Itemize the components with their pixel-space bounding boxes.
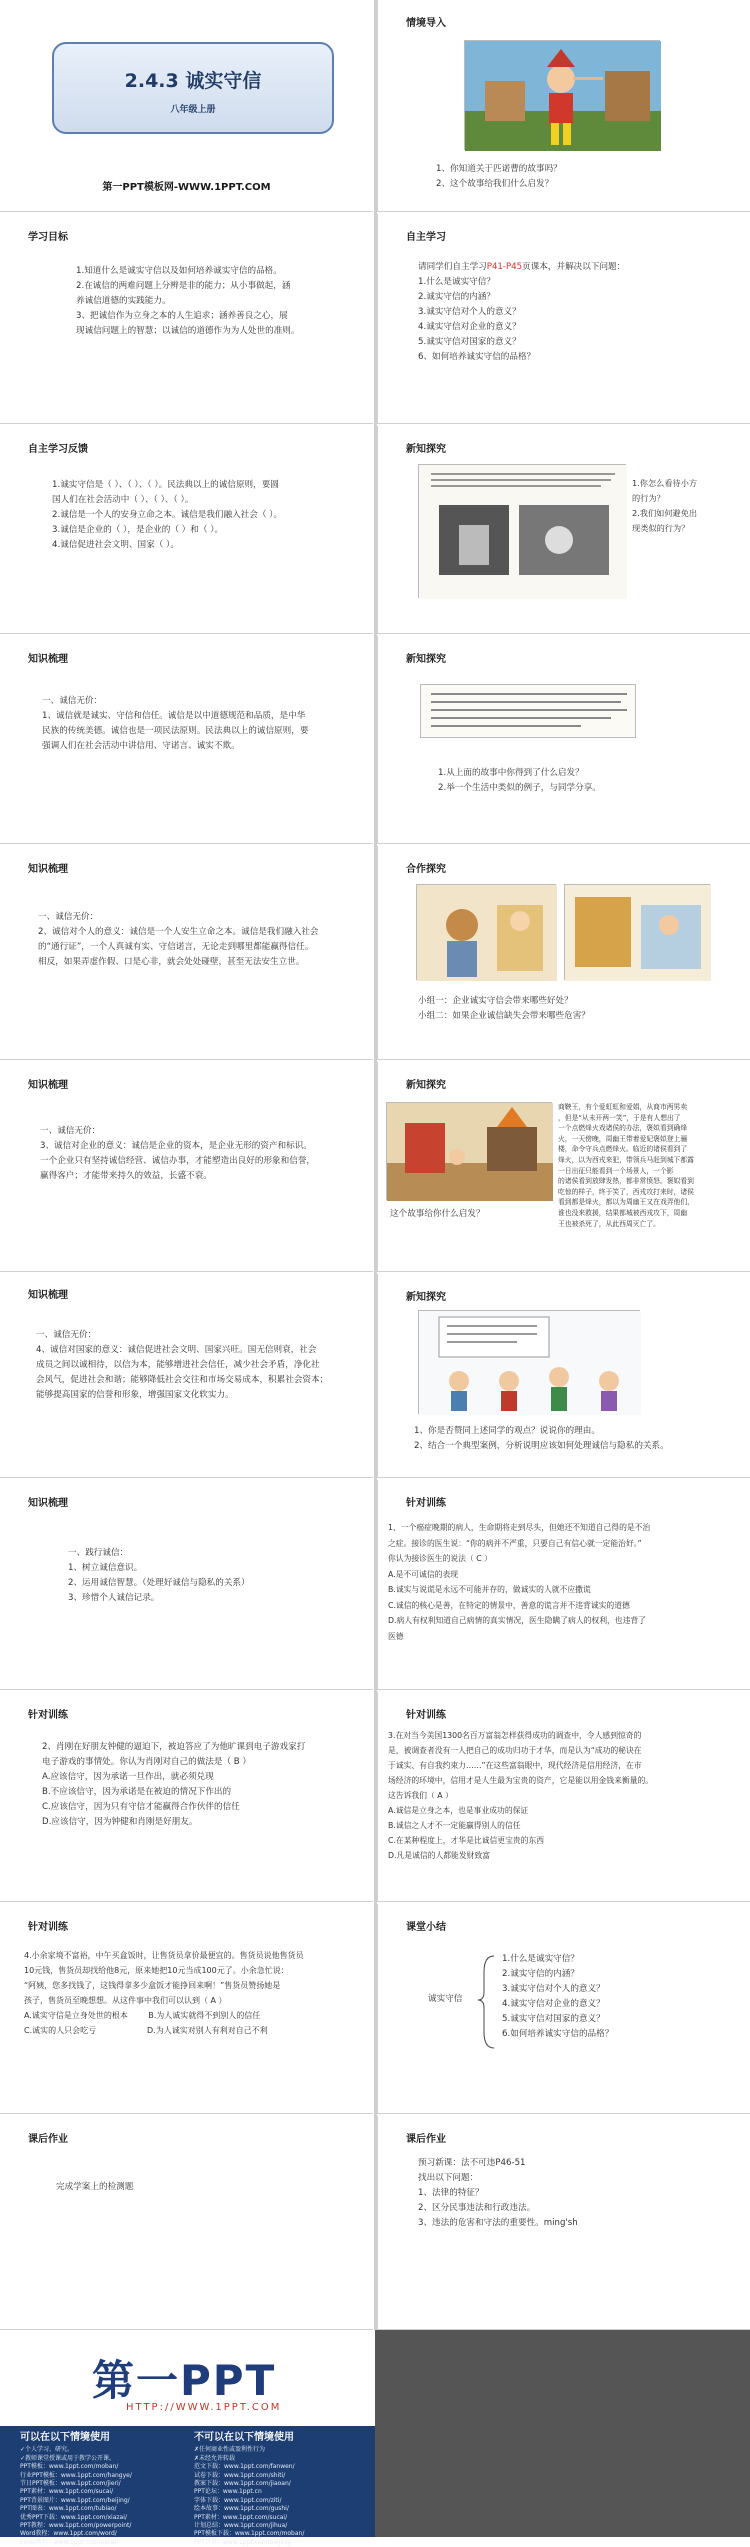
usage-forbidden-title: 不可以在以下情境使用 xyxy=(194,2432,294,2443)
resource-link[interactable]: 绘本故事：www.1ppt.com/gushi/ xyxy=(194,2505,289,2513)
objective-line: 1.知道什么是诚实守信以及如何培养诚实守信的品格。 xyxy=(76,266,282,276)
knowledge-line: 赢得客户；才能带来持久的效益，长盛不衰。 xyxy=(40,1171,212,1181)
feedback-line: 3.诚信是企业的（ ），是企业的（ ）和（ ）。 xyxy=(52,525,224,535)
slide-11 xyxy=(0,1062,373,1272)
exercise-line: 场经济的环境中，信用才是人生最为宝贵的资产，它是能以用金钱来衡量的。 xyxy=(388,1776,654,1785)
question-line: 1.从上面的故事中你得到了什么启发？ xyxy=(438,768,584,778)
intro-text: 页课本，并解决以下问题： xyxy=(522,262,626,272)
story-line: 商鞅王，有个爱虹虹和爱娟，从商市两男卖 xyxy=(558,1103,688,1111)
resource-link[interactable]: PPT素材：www.1ppt.com/sucai/ xyxy=(194,2513,288,2521)
slide-8 xyxy=(377,636,750,844)
question-line: 1.你怎么看待小方 xyxy=(632,478,698,488)
resource-link[interactable]: PPT论坛：www.1ppt.cn xyxy=(194,2488,262,2496)
story-text xyxy=(558,1102,694,1229)
slide-title: 课后作业 xyxy=(406,2134,446,2145)
usage-allowed-item: ✓教师课堂授课或用于教学公开课。 xyxy=(20,2454,116,2462)
knowledge-list xyxy=(38,910,318,970)
slide-19 xyxy=(0,1904,373,2114)
resource-link[interactable]: 试卷下载：www.1ppt.com/shiti/ xyxy=(194,2471,286,2479)
slide-5 xyxy=(0,426,373,634)
summary-list xyxy=(502,1952,613,2042)
cartoon-right-image xyxy=(564,884,710,980)
slide-title: 针对训练 xyxy=(406,1498,446,1509)
slide-title: 情境导入 xyxy=(406,18,446,29)
question-list xyxy=(438,766,601,796)
story-line: 一个点燃烽火戏诸侯的办法，褒姒看到确烽 xyxy=(558,1124,688,1133)
option-row xyxy=(24,2023,304,2038)
exercise-line: “阿姨，您多找钱了，这钱得拿多少盒饭才能挣回来啊！”售货员赞扬她是 xyxy=(24,1981,281,1990)
cover-subtitle: 八年级上册 xyxy=(170,105,216,115)
slide-title: 新知探究 xyxy=(406,1292,446,1303)
practice-line: 一、践行诚信： xyxy=(68,1548,129,1558)
slide-2 xyxy=(377,0,750,212)
question-line: 6、如何培养诚实守信的品格？ xyxy=(418,352,536,362)
feedback-line: 国人们在社会活动中（ ）、（ ）、（ ）。 xyxy=(52,495,194,505)
knowledge-line: 一、诚信无价： xyxy=(40,1126,101,1136)
option-row xyxy=(24,2008,304,2023)
slide-title: 知识梳理 xyxy=(28,1498,68,1509)
resource-link[interactable]: 范文下载：www.1ppt.com/fanwen/ xyxy=(194,2463,295,2471)
question-line: 2.举一个生活中类似的例子，与同学分享。 xyxy=(438,783,601,793)
exercise-line: 这告诉我们（ A ） xyxy=(388,1791,453,1800)
practice-line: 2、运用诚信智慧。（处理好诚信与隐私的关系） xyxy=(68,1578,250,1588)
question-line: 5.诚实守信对国家的意义？ xyxy=(418,337,521,347)
resource-link[interactable]: PPT教程：www.1ppt.com/powerpoint/ xyxy=(20,2522,132,2530)
footer-blank-panel xyxy=(375,2330,750,2537)
feedback-list xyxy=(52,478,282,553)
slide-13 xyxy=(0,1274,373,1478)
story-line: 吃惊的样子，终于笑了，西戎攻打来时，诸侯 xyxy=(558,1187,694,1196)
exercise-text xyxy=(388,1520,650,1644)
homework-line: 1、法律的特征？ xyxy=(418,2188,484,2198)
homework-line: 预习新课：法不可违P46-51 xyxy=(418,2158,526,2168)
story-line: 烽火，以为西戎来犯，带领兵马赶到城下都露 xyxy=(558,1155,694,1164)
slide-4 xyxy=(377,214,750,424)
exercise-line: 3.在对当今美国1300名百万富翁怎样获得成功的调查中，令人感到惊奇的 xyxy=(388,1731,642,1740)
exercise-line: 于诚实、有自我约束力……”在这些富翁眼中，现代经济是信用经济，在市 xyxy=(388,1761,642,1770)
homework-line: 2、区分民事违法和行政违法。 xyxy=(418,2203,536,2213)
homework-line: 3、违法的危害和守法的重要性。ming'sh xyxy=(418,2218,578,2228)
exercise-text xyxy=(24,1948,304,2038)
brand-logo: 第一PPT xyxy=(92,2356,277,2405)
story-line: 楼，命令守兵点燃烽火。临近的诸侯看到了 xyxy=(558,1145,688,1154)
slide-title: 针对训练 xyxy=(28,1710,68,1721)
slide-cover xyxy=(0,0,373,212)
exercise-line: D.病人有权利知道自己病情的真实情况，医生隐瞒了病人的权利，也违背了 xyxy=(388,1616,646,1625)
question-line: 2、结合一个典型案例，分析说明应该如何处理诚信与隐私的关系。 xyxy=(414,1441,669,1451)
objective-line: 现诚信问题上的智慧；以诚信的道德作为为人处世的准则。 xyxy=(76,326,300,336)
story-line: 的诸侯看到放肆发热，都非常愤怒。褒姒看到 xyxy=(558,1177,694,1186)
feedback-line: 2.诚信是一个人的安身立命之本。诚信是我们融入社会（ ）。 xyxy=(52,510,283,520)
exercise-line: B.诚信之人才不一定能赢得别人的信任 xyxy=(388,1821,521,1830)
exercise-line: 电子游戏的事情处。你认为肖刚对自己的做法是（ B ） xyxy=(42,1757,252,1767)
usage-allowed-title: 可以在以下情境使用 xyxy=(20,2432,110,2443)
usage-info-band xyxy=(0,2426,375,2546)
slide-16 xyxy=(377,1480,750,1690)
classroom-cartoon-image xyxy=(418,1310,640,1414)
pinocchio-image xyxy=(464,40,660,150)
exercise-line: 1、一个癌症晚期的病人，生命期将走到尽头，但她还不知道自己得的是不治 xyxy=(388,1523,651,1532)
slide-15 xyxy=(0,1480,373,1690)
slide-18 xyxy=(377,1692,750,1902)
slide-6 xyxy=(377,426,750,634)
question-line: 1、你是否赞同上述同学的观点？说说你的理由。 xyxy=(414,1426,600,1436)
summary-center-label: 诚实守信 xyxy=(428,1994,463,2004)
slide-9 xyxy=(0,846,373,1060)
exercise-text xyxy=(388,1728,653,1863)
footer xyxy=(0,2330,750,2546)
intro-text: 请同学们自主学习 xyxy=(418,262,487,272)
knowledge-line: 一、诚信无价： xyxy=(36,1330,97,1340)
question-line: 2、这个故事给我们什么启发？ xyxy=(436,179,554,189)
exercise-line: B.不应该信守，因为承诺是在被迫的情况下作出的 xyxy=(42,1787,232,1797)
knowledge-line: 1、诚信就是诚实、守信和信任。诚信是以中道德规范和品质，是中华 xyxy=(42,711,306,721)
usage-forbidden-item: ✗任何商业性或盈利性行为 xyxy=(194,2446,266,2454)
exercise-line: D.应该信守，因为钟健和肖刚是好朋友。 xyxy=(42,1817,198,1827)
slide-14 xyxy=(377,1274,750,1478)
slide-17 xyxy=(0,1692,373,1902)
slide-20 xyxy=(377,1904,750,2114)
self-study-intro xyxy=(418,260,625,275)
slide-title: 学习目标 xyxy=(28,232,68,243)
feedback-line: 4.诚信促进社会文明、国家（ ）。 xyxy=(52,540,179,550)
cartoon-image xyxy=(418,464,626,598)
exercise-line: 医德 xyxy=(388,1631,404,1641)
slide-title: 针对训练 xyxy=(406,1710,446,1721)
knowledge-line: 会风气，促进社会和谐；能够降低社会交往和市场交易成本，积累社会资本； xyxy=(36,1375,329,1385)
homework-list xyxy=(418,2156,578,2231)
slide-title: 知识梳理 xyxy=(28,1080,68,1091)
question-list xyxy=(436,162,562,192)
summary-line: 1.什么是诚实守信？ xyxy=(502,1954,579,1964)
exercise-text xyxy=(42,1740,305,1830)
slide-title: 新知探究 xyxy=(406,654,446,665)
exercise-line: 孩子，售货员至晚想想。从这件事中我们可以认到（ A ） xyxy=(24,1996,227,2005)
exercise-line: C.诚信的核心是善，在特定的情景中，善意的谎言并不违背诚实的道德 xyxy=(388,1600,630,1610)
homework-line: 找出以下问题： xyxy=(418,2173,479,2183)
story-line: 一日出征只能看到一个场景人，一个影 xyxy=(558,1166,674,1175)
question-line: 1.什么是诚实守信？ xyxy=(418,277,495,287)
story-line: 谁也没来救援，结果都城被西戎攻下，周幽 xyxy=(558,1208,688,1217)
knowledge-line: 能够提高国家的信誉和形象，增强国家文化软实力。 xyxy=(36,1390,234,1400)
slide-7 xyxy=(0,636,373,844)
resource-link[interactable]: PPT素材：www.1ppt.com/sucai/ xyxy=(20,2488,114,2496)
summary-line: 2.诚实守信的内涵？ xyxy=(502,1969,579,1979)
slide-title: 课后作业 xyxy=(28,2134,68,2145)
question-line: 现类似的行为？ xyxy=(632,523,690,533)
resource-link[interactable]: 计划总结：www.1ppt.com/jihua/ xyxy=(194,2522,288,2530)
slide-title: 合作探究 xyxy=(406,864,446,875)
practice-line: 1、树立诚信意识。 xyxy=(68,1563,143,1573)
resource-link[interactable]: 字体下载：www.1ppt.com/ziti/ xyxy=(194,2496,282,2504)
beacon-story-image xyxy=(386,1102,552,1200)
question-line: 2.我们如何避免出 xyxy=(632,508,698,518)
page-range: P41-P45 xyxy=(486,262,523,272)
knowledge-line: 2、诚信对个人的意义：诚信是一个人安生立命之本。诚信是我们融入社会 xyxy=(38,927,319,937)
knowledge-line: 4、诚信对国家的意义：诚信促进社会文明、国家兴旺。国无信则衰，社会 xyxy=(36,1345,317,1355)
slide-title: 新知探究 xyxy=(406,1080,446,1091)
slide-12 xyxy=(377,1062,750,1272)
resource-link[interactable]: 优秀PPT下载：www.1ppt.com/xiazai/ xyxy=(20,2513,127,2521)
knowledge-line: 的“通行证”，一个人真诚有实、守信诺言，无论走到哪里都能赢得信任。 xyxy=(38,942,314,952)
question-line: 小组一：企业诚实守信会带来哪些好处？ xyxy=(418,996,573,1006)
feedback-line: 1.诚实守信是（ ）、（ ）、（ ）。民法典以上的诚信原则，要圆 xyxy=(52,480,279,490)
question-line: 3.诚实守信对个人的意义？ xyxy=(418,307,521,317)
resource-link[interactable]: PPT图表：www.1ppt.com/tubiao/ xyxy=(20,2505,117,2513)
cover-site: 第一PPT模板网-WWW.1PPT.COM xyxy=(102,182,271,193)
practice-list xyxy=(68,1546,250,1606)
resource-link[interactable]: 教案下载：www.1ppt.com/jiaoan/ xyxy=(194,2480,291,2488)
resource-link[interactable]: PPT模板：www.1ppt.com/moban/ xyxy=(20,2463,119,2471)
knowledge-line: 一个企业只有坚持诚信经营、诚信办事，才能塑造出良好的形象和信誉， xyxy=(40,1156,316,1166)
story-line: 王也被杀死了，从此西周灭亡了。 xyxy=(558,1219,660,1228)
knowledge-line: 成员之间以诚相待，以信为本，能够增进社会信任，减少社会矛盾，净化社 xyxy=(36,1360,320,1370)
slide-title: 针对训练 xyxy=(28,1922,68,1933)
summary-bracket xyxy=(478,1952,498,2052)
slide-title: 自主学习反馈 xyxy=(28,444,88,455)
knowledge-line: 一、诚信无价： xyxy=(38,912,99,922)
exercise-line: 2、肖刚在好朋友钟健的逼迫下，被迫答应了为他旷课到电子游戏家打 xyxy=(42,1742,306,1752)
resource-link[interactable]: PPT背景图片：www.1ppt.com/beijing/ xyxy=(20,2496,130,2504)
option-c: C.诚实的人只会吃亏 xyxy=(24,2026,97,2035)
knowledge-list xyxy=(42,694,308,754)
exercise-line: C.应该信守，因为只有守信才能赢得合作伙伴的信任 xyxy=(42,1802,240,1812)
question-list xyxy=(632,476,697,536)
story-text-image xyxy=(420,684,636,738)
resource-link[interactable]: Word教程：www.1ppt.com/word/ xyxy=(20,2530,117,2538)
exercise-line: D.凡是诚信的人都能发财致富 xyxy=(388,1851,491,1860)
story-line: 看到都是烽火，都以为周幽王又在戏弄他们， xyxy=(558,1198,694,1207)
slide-title: 课堂小结 xyxy=(406,1922,446,1933)
exercise-line: 是，被调查者没有一人把自己的成功归功于才华，而是认为“成功的秘诀在 xyxy=(388,1746,642,1755)
knowledge-line: 民族的传统美德。诚信也是一项民法原则。民法典以上的诚信原则，要 xyxy=(42,726,309,736)
option-a: A.诚实守信是立身处世的根本 xyxy=(24,2011,128,2020)
usage-forbidden-column xyxy=(194,2434,369,2547)
knowledge-line: 强调人们在社会活动中讲信用、守诺言、诚实不欺。 xyxy=(42,741,240,751)
slide-22 xyxy=(377,2116,750,2330)
question-list xyxy=(418,994,590,1024)
knowledge-line: 一、诚信无价： xyxy=(42,696,103,706)
usage-allowed-item: ✓个人学习、研究。 xyxy=(20,2446,74,2454)
brand-url[interactable]: HTTP://WWW.1PPT.COM xyxy=(126,2402,282,2413)
question-list xyxy=(414,1424,669,1454)
cover-title-box xyxy=(52,42,334,134)
summary-line: 3.诚实守信对个人的意义？ xyxy=(502,1984,605,1994)
exercise-line: C.在某种程度上，才华是比诚信更宝贵的东西 xyxy=(388,1836,545,1845)
question-line: 1、你知道关于匹诺曹的故事吗？ xyxy=(436,164,562,174)
knowledge-list xyxy=(40,1124,315,1184)
cover-title: 2.4.3 诚实守信 xyxy=(124,70,262,92)
knowledge-line: 3、诚信对企业的意义：诚信是企业的资本，是企业无形的资产和标识。 xyxy=(40,1141,312,1151)
slide-title: 新知探究 xyxy=(406,444,446,455)
slide-21 xyxy=(0,2116,373,2330)
resource-link[interactable]: Excel教程：www.1ppt.com/excel/ xyxy=(20,2538,119,2546)
resource-link[interactable]: 节日PPT模板：www.1ppt.com/jieri/ xyxy=(20,2480,121,2488)
objective-line: 3、把诚信作为立身之本的人生追求；涵养善良之心，展 xyxy=(76,311,288,321)
exercise-line: 10元钱，售货员却找给他8元，原来她把10元当成100元了。小余急忙说： xyxy=(24,1966,289,1975)
objective-line: 2.在诚信的两难问题上分辨是非的能力；从小事做起，涵 xyxy=(76,281,291,291)
resource-link[interactable]: PPT背景：www.1ppt.com/beijing/ xyxy=(194,2538,292,2546)
exercise-line: A.是不可诚信的表现 xyxy=(388,1569,459,1579)
question-line: 小组二：如果企业诚信缺失会带来哪些危害？ xyxy=(418,1011,590,1021)
slide-title: 知识梳理 xyxy=(28,864,68,875)
slide-3 xyxy=(0,214,373,424)
question-line: 2.诚实守信的内涵？ xyxy=(418,292,495,302)
knowledge-list xyxy=(36,1328,328,1403)
resource-link[interactable]: 行业PPT模板：www.1ppt.com/hangye/ xyxy=(20,2471,132,2479)
summary-line: 4.诚实守信对企业的意义？ xyxy=(502,1999,605,2009)
question-line: 的行为？ xyxy=(632,493,665,503)
option-d: D.为人诚实对别人有利对自己不利 xyxy=(147,2026,268,2035)
exercise-line: B.诚实与说谎是永远不可能并存的，做诚实的人就不应撒谎 xyxy=(388,1585,591,1594)
exercise-line: 4.小余家境不富裕，中午买盒饭时，让售货员拿价最便宜的。售货员说他售货员 xyxy=(24,1951,304,1960)
usage-forbidden-item: ✗未经允许转载 xyxy=(194,2454,236,2462)
resource-link[interactable]: PPT模板下载：www.1ppt.com/moban/ xyxy=(194,2530,305,2538)
summary-line: 5.诚实守信对国家的意义？ xyxy=(502,2014,605,2024)
self-study-list xyxy=(418,260,625,365)
option-b: B.为人诚实就得不到别人的信任 xyxy=(148,2011,261,2020)
slide-title: 知识梳理 xyxy=(28,654,68,665)
story-line: 火，一天傍晚，周幽王带着爱妃褒姒登上骊 xyxy=(558,1134,688,1143)
cartoon-left-image xyxy=(416,884,556,980)
slide-10 xyxy=(377,846,750,1060)
objective-line: 养诚信道德的实践能力。 xyxy=(76,296,171,306)
story-question: 这个故事给你什么启发？ xyxy=(390,1209,485,1219)
homework-text: 完成学案上的检测题 xyxy=(56,2182,134,2192)
exercise-line: 你认为接诊医生的说法（ C ） xyxy=(388,1554,492,1563)
exercise-line: A.诚信是立身之本，也是事业成功的保证 xyxy=(388,1806,529,1815)
practice-line: 3、珍惜个人诚信记录。 xyxy=(68,1593,160,1603)
knowledge-line: 相反，如果弄虚作假、口是心非，就会处处碰壁，甚至无法安生立世。 xyxy=(38,957,305,967)
footer-brand-panel xyxy=(0,2330,375,2546)
slide-title: 自主学习 xyxy=(406,232,446,243)
summary-line: 6.如何培养诚实守信的品格？ xyxy=(502,2029,614,2039)
objectives-list xyxy=(76,264,299,339)
exercise-line: A.应该信守，因为承诺一旦作出，就必须兑现 xyxy=(42,1772,214,1782)
usage-allowed-column xyxy=(20,2434,195,2547)
story-line: ，但是“从未开两一笑”，于是有人想出了 xyxy=(558,1113,681,1122)
question-line: 4.诚实守信对企业的意义？ xyxy=(418,322,521,332)
exercise-line: 之症。接诊的医生说：“你的病并不严重，只要自己有信心就一定能治好。” xyxy=(388,1538,642,1548)
slide-title: 知识梳理 xyxy=(28,1290,68,1301)
